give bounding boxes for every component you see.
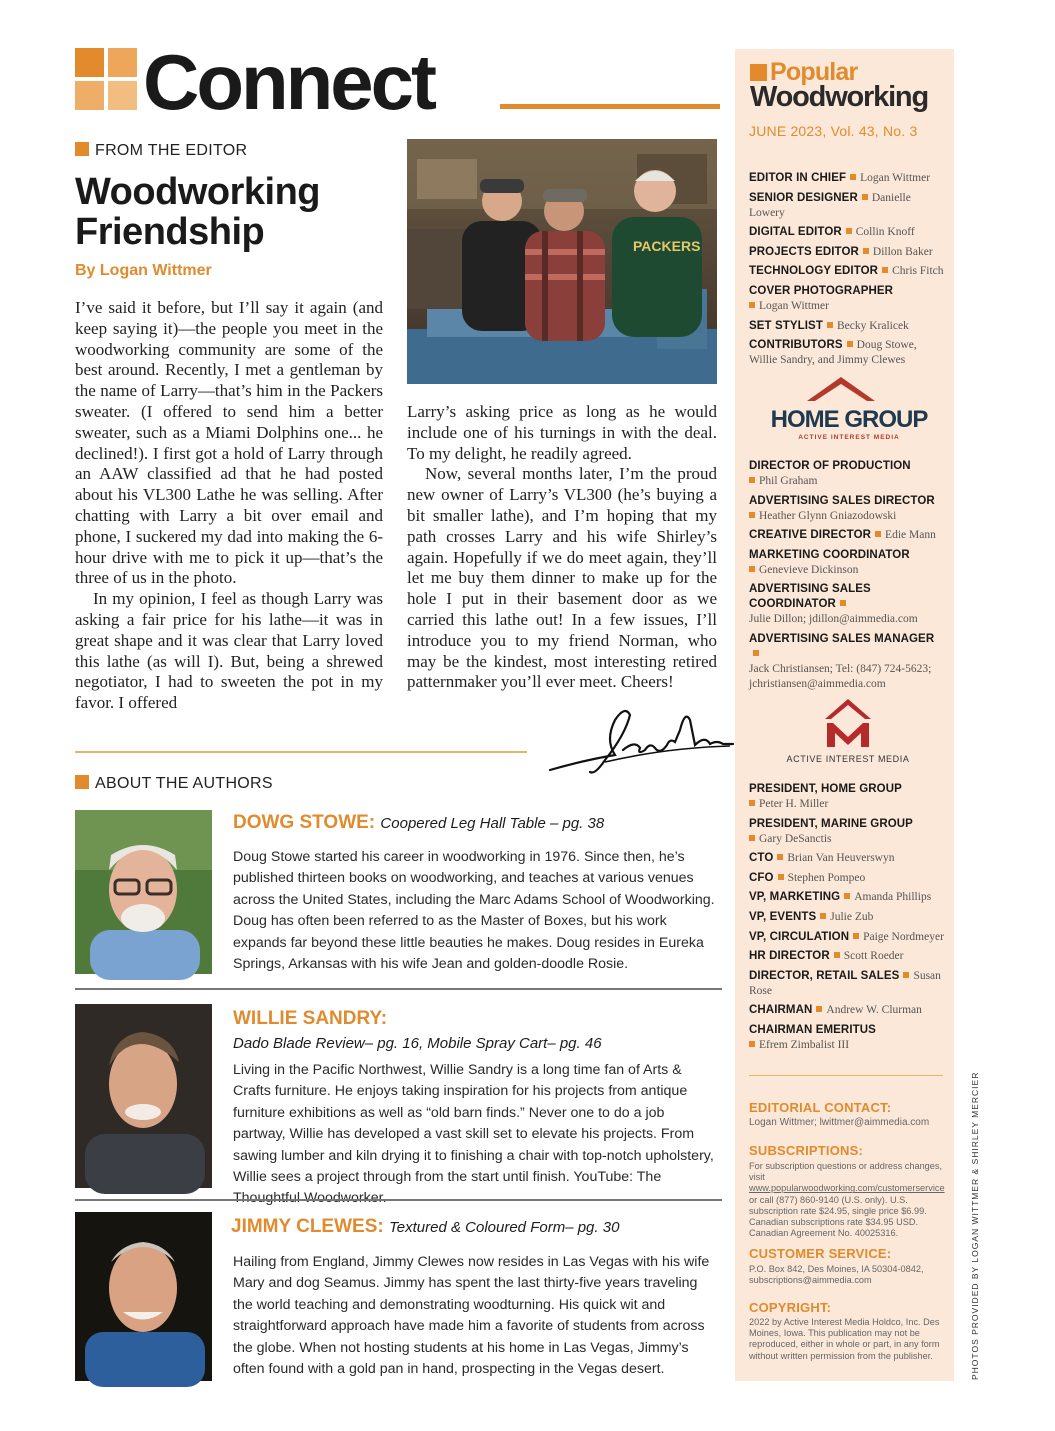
- staff-item: CHAIRMAN EMERITUS Efrem Zimbalist III: [749, 1023, 876, 1051]
- subscriptions-link[interactable]: www.popularwoodworking.com/customerservice: [749, 1183, 945, 1194]
- author-bio: Doug Stowe started his career in woodworking in 1976. Since then, he’s published thirteen books on woodworking, and teaches at various venues across the United States, including the Marc Adams School of Woodworking. Doug has often been referred to as the Master of Boxes, but his work expands far beyond these little beauties he makes. Doug resides in Eureka Springs, Arkansas with his wife Jean and golden-doodle Rosie.: [233, 849, 715, 973]
- paragraph: Now, several months later, I’m the proud new owner of Larry’s VL300 (he’s buying a bit smaller lathe), and I’m hoping that my path crosses Larry and his wife Shirley’s again. Hopefully if we do meet again, they’ll let me buy them dinner to make up for the hole I put in their basement door as we carried this lathe out! In a few issues, I’ll introduce you to my friend Norman, who may be the kindest, most interesting retired patternmaker you’ll ever meet. Cheers!: [407, 464, 717, 692]
- section-title: Connect: [143, 38, 434, 126]
- paragraph: In my opinion, I feel as though Larry was asking a fair price for his lathe—it was in great shape and it was clear that Larry loved this lathe (as will I). But, being a shrewed negotiator, I had to sweeten the pot in my favor. I offered: [75, 589, 383, 713]
- photo-credit: PHOTOS PROVIDED BY LOGAN WITTMER & SHIRLEY MERCIER: [970, 1071, 980, 1380]
- copyright-heading: COPYRIGHT:: [749, 1300, 832, 1315]
- staff-item: CREATIVE DIRECTOR Edie Mann: [749, 529, 936, 542]
- staff-item: HR DIRECTOR Scott Roeder: [749, 950, 904, 963]
- home-group-logo-title: HOME GROUP: [770, 406, 928, 433]
- active-interest-media-logo-title: ACTIVE INTEREST MEDIA: [786, 754, 910, 764]
- editorial-staff-list: [749, 171, 947, 373]
- staff-item: CTO Brian Van Heuverswyn: [749, 852, 895, 865]
- staff-item: CFO Stephen Pompeo: [749, 871, 866, 884]
- author-name: WILLIE SANDRY:: [233, 1008, 388, 1029]
- staff-item: EDITOR IN CHIEF Logan Wittmer: [749, 172, 931, 184]
- masthead-sidebar: Popular Woodworking JUNE 2023, Vol. 43, No. 3 EDITOR IN CHIEF Logan Wittmer SENIOR DESIGNER Danielle Lowery DIGITAL EDITOR Collin Knoff PROJECTS EDITOR Dillon Baker TECHNOLOGY EDITOR Chris Fitch COVER PHOTOGRAPHER Logan Wittmer SET STYLIST Becky Kralicek CONTRIBUTORS Doug Stowe, Willie Sandry, and Jimmy Clewes HOME GROUP ACTIVE INTEREST MEDIA DIRECTOR OF PRODUCTION Phil Graham ADVERTISING SALES DIRECTOR Heather Glynn Gniazodowski CREATIVE DIRECTOR Edie Mann MARKETING COORDINATOR Genevieve Dickinson ADVERTISING SALES COORDINATOR Julie Dillon; jdillon@aimmedia.com ADVERTISING SALES MANAGER Jack Christiansen; Tel: (847) 724-5623; jchristiansen@aimmedia.com ACTIVE INTEREST MEDIA PRESIDENT, HOME GROUP Peter H. Miller PRESIDENT, MARINE GROUP Gary DeSanctis CTO Brian Van Heuverswyn CFO Stephen Pompeo VP, MARKETING Amanda Phillips VP, EVENTS Julie Zub VP, CIRCULATION Paige Nordmeyer HR DIRECTOR Scott Roeder DIRECTOR, RETAIL SALES Susan Rose CHAIRMAN Andrew W. Clurman CHAIRMAN EMERITUS Efrem Zimbalist III EDITORIAL CONTACT: Logan Wittmer; lwittmer@aimmedia.com SUBSCRIPTIONS: For subscription questions or address changes, visit www.popularwoodworking.com/customerservice or call (877) 860-9140 (U.S. only). U.S. subscription rate $24.95, single price $6.99. Canadian subscriptions rate $34.95 USD. Canadian Agreement No. 40025316. CUSTOMER SERVICE: P.O. Box 842, Des Moines, IA 50304-0842, subscriptions@aimmedia.com COPYRIGHT: 2022 by Active Interest Media Holdco, Inc. Des Moines, Iowa. This publication may not be reproduced, either in whole or part, in any form without written permission from the publisher.: [735, 49, 954, 1381]
- author-card: [75, 810, 722, 974]
- connect-logo-squares-icon: [75, 48, 137, 110]
- business-staff-list: [749, 459, 947, 697]
- editor-headline: Woodworking Friendship: [75, 171, 320, 253]
- logo-square-icon: [750, 64, 767, 81]
- kicker-square-icon: [75, 142, 89, 156]
- author-photo: [75, 1212, 212, 1381]
- staff-item: ADVERTISING SALES DIRECTOR Heather Glynn Gniazodowski: [749, 494, 935, 522]
- subscriptions-heading: SUBSCRIPTIONS:: [749, 1143, 864, 1158]
- staff-item: SENIOR DESIGNER Danielle Lowery: [749, 191, 911, 219]
- staff-item: SET STYLIST Becky Kralicek: [749, 319, 909, 332]
- staff-item: ADVERTISING SALES COORDINATOR Julie Dillon; jdillon@aimmedia.com: [749, 583, 918, 626]
- editor-signature: [545, 700, 735, 780]
- author-credit: Dado Blade Review– pg. 16, Mobile Spray Cart– pg. 46: [233, 1035, 602, 1052]
- issue-info: JUNE 2023, Vol. 43, No. 3: [749, 123, 918, 139]
- home-group-logo: [770, 375, 928, 447]
- staff-item: PROJECTS EDITOR Dillon Baker: [749, 245, 933, 258]
- editorial-contact-heading: EDITORIAL CONTACT:: [749, 1100, 892, 1115]
- author-credit: Textured & Coloured Form– pg. 30: [389, 1219, 620, 1236]
- home-group-logo-subtitle: ACTIVE INTEREST MEDIA: [798, 434, 900, 441]
- staff-item: VP, EVENTS Julie Zub: [749, 910, 874, 923]
- author-card: [75, 1212, 722, 1381]
- staff-item: VP, MARKETING Amanda Phillips: [749, 891, 932, 904]
- editorial-contact-text: Logan Wittmer; lwittmer@aimmedia.com: [749, 1117, 930, 1128]
- author-divider: [75, 988, 722, 990]
- subscriptions-text: For subscription questions or address changes, visit www.popularwoodworking.com/customerservice or call (877) 860-9140 (U.S. only). U.S. subscription rate $24.95, single price $6.99. Canadian subscriptions rate $34.95 USD. Canadian Agreement No. 40025316.: [749, 1161, 945, 1239]
- active-interest-media-logo: [773, 697, 923, 767]
- author-divider: [75, 1199, 722, 1201]
- staff-item: DIRECTOR, RETAIL SALES Susan Rose: [749, 969, 941, 997]
- staff-item: DIRECTOR OF PRODUCTION Phil Graham: [749, 460, 911, 487]
- staff-item: PRESIDENT, HOME GROUP Peter H. Miller: [749, 783, 902, 810]
- kicker-square-icon: [75, 775, 89, 789]
- author-photo: [75, 1004, 212, 1188]
- author-bio: Hailing from England, Jimmy Clewes now resides in Las Vegas with his wife Mary and dog Seamus. Jimmy has spent the last thirty-five years traveling the world teaching and demonstrating woodturning. His quick wit and straightforward approach have made him a favorite of students from across the globe. When not hosting students at his home in Las Vegas, Jimmy’s often found with a gold pan in hand, prospecting in the Vegas desert.: [233, 1254, 710, 1378]
- editor-byline: By Logan Wittmer: [75, 262, 212, 279]
- staff-item: CONTRIBUTORS Doug Stowe, Willie Sandry, and Jimmy Clewes: [749, 339, 917, 367]
- masthead: [75, 38, 720, 126]
- staff-item: ADVERTISING SALES MANAGER Jack Christiansen; Tel: (847) 724-5623; jchristiansen@aimmedia.com: [749, 632, 935, 690]
- staff-item: COVER PHOTOGRAPHER Logan Wittmer: [749, 284, 894, 312]
- paragraph: Larry’s asking price as long as he would include one of his turnings in with the deal. To my delight, he readily agreed.: [407, 402, 717, 463]
- sidebar-divider: [749, 1075, 943, 1076]
- staff-item: MARKETING COORDINATOR Genevieve Dickinson: [749, 548, 910, 576]
- author-card: [75, 1004, 722, 1188]
- editor-column-2: [407, 402, 717, 693]
- staff-item: CHAIRMAN Andrew W. Clurman: [749, 1004, 922, 1017]
- author-photo: [75, 810, 212, 974]
- author-name: DOWG STOWE: Coopered Leg Hall Table – pg. 38: [233, 812, 605, 833]
- copyright-text: 2022 by Active Interest Media Holdco, Inc. Des Moines, Iowa. This publication may not be reproduced, either in whole or part, in any form without written permission from the publisher.: [749, 1317, 940, 1361]
- author-bio: Living in the Pacific Northwest, Willie Sandry is a long time fan of Arts & Crafts furniture. He enjoys taking inspiration for his projects from antique furniture exhibitions as well as “old barn finds.” Never one to do a job partway, Willie has developed a vast skill set to elevate his projects. From sawing lumber and kiln drying it to finishing a chair with top-notch upholstery, Willie sees a project through from the start until finish. YouTube: The: [233, 1062, 714, 1186]
- paragraph: I’ve said it before, but I’ll say it again (and keep saying it)—the people you meet in the woodworking community are some of the best around. Recently, I met a gentleman by the name of Larry—that’s him in the Packers sweater. (I offered to send him a better sweater, such as a Miami Dolphins one... he declined!). I first got a hold of Larry through an AAW classified ad that he had posted about his VL300 Lathe he was selling. After chatting with Larry a bit over email and phone, I suckered my dad into making the 6-hour drive with me to pick it up—that’s the three of us in the photo.: [75, 298, 383, 588]
- customer-service-text: P.O. Box 842, Des Moines, IA 50304-0842, subscriptions@aimmedia.com: [749, 1264, 924, 1286]
- svg-text:PACKERS: PACKERS: [633, 238, 701, 254]
- staff-item: TECHNOLOGY EDITOR Chris Fitch: [749, 265, 944, 278]
- editor-photo: [407, 139, 717, 384]
- staff-item: DIGITAL EDITOR Collin Knoff: [749, 226, 915, 239]
- editor-divider: [75, 751, 527, 753]
- customer-service-heading: CUSTOMER SERVICE:: [749, 1246, 892, 1261]
- staff-item: VP, CIRCULATION Paige Nordmeyer: [749, 930, 944, 943]
- corporate-staff-list: [749, 782, 947, 1058]
- masthead-rule: [500, 104, 720, 109]
- editor-kicker: FROM THE EDITOR: [75, 142, 247, 160]
- author-name: JIMMY CLEWES: Textured & Coloured Form– pg. 30: [231, 1216, 620, 1237]
- author-credit: Coopered Leg Hall Table – pg. 38: [380, 815, 605, 832]
- staff-item: PRESIDENT, MARINE GROUP Gary DeSanctis: [749, 817, 913, 845]
- authors-kicker: ABOUT THE AUTHORS: [75, 775, 273, 793]
- editor-column-1: [75, 298, 383, 714]
